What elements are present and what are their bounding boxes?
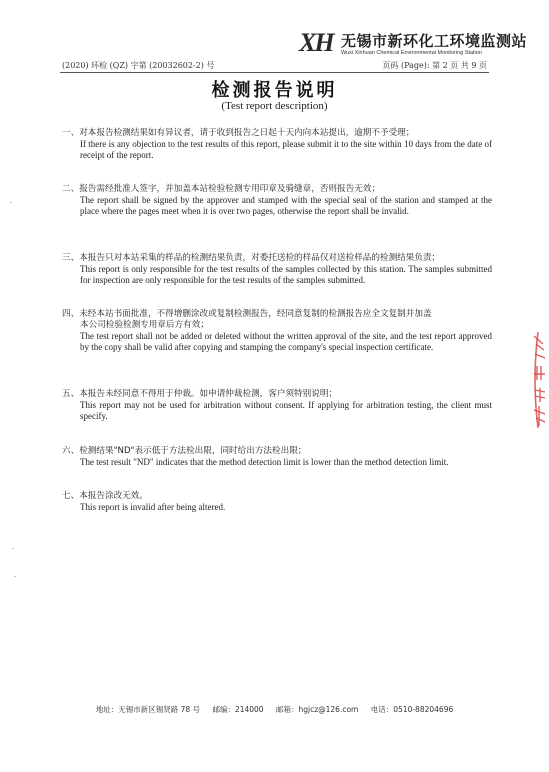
footer-postcode: 邮编：214000	[212, 705, 264, 714]
seal-fragment-icon	[531, 330, 549, 430]
note-english: This report may not be used for arbitration without consent. If applying for arbitration testing, the client must specify.	[80, 400, 492, 422]
report-number: (2020) 环检 (QZ) 字第 (20032602-2) 号	[62, 61, 215, 70]
note-item-4	[62, 309, 492, 353]
header-divider	[60, 72, 489, 73]
note-item-7	[62, 491, 492, 513]
note-chinese: 五、本报告未经同意不得用于仲裁。如申请仲裁检测，客户须特别说明；	[62, 389, 338, 399]
logo-english-name: Wuxi Xinhuan Chemical Environmental Monitoring Station	[341, 50, 482, 56]
note-chinese-continued: 本公司检验检测专用章后方有效；	[80, 320, 209, 330]
note-chinese: 一、对本报告检测结果如有异议者，请于收到报告之日起十天内向本站提出，逾期不予受理；	[62, 128, 415, 138]
note-chinese: 二、报告需经批准人签字，并加盖本站检验检测专用印章及骑缝章，否则报告无效；	[62, 184, 380, 194]
note-item-5	[62, 389, 492, 422]
page-number: 页码 (Page): 第 2 页 共 9 页	[382, 61, 487, 70]
logo-chinese-name: 无锡市新环化工环境监测站	[341, 32, 528, 50]
footer-phone: 电话：0510-88204696	[370, 705, 454, 714]
page-footer	[0, 704, 549, 715]
perforation-seal	[523, 330, 549, 430]
note-item-2	[62, 184, 492, 217]
footer-address: 地址：无锡市新区锡贤路 78 号	[95, 705, 201, 714]
note-english: The report shall be signed by the approver and stamped with the special seal of the station and stamped at the place where the pages meet when it is over two pages, otherwise the report shall be invalid.	[80, 195, 492, 217]
page-subtitle: (Test report description)	[221, 100, 328, 112]
note-item-6	[62, 446, 492, 468]
note-english: The test result "ND" indicates that the method detection limit is lower than the method detection limit.	[80, 457, 449, 467]
note-item-1	[62, 128, 492, 161]
note-english: This report is only responsible for the test results of the samples collected by this station. The samples submitted for inspection are only responsible for the test results of the samples submitted.	[80, 264, 492, 286]
logo-mark: XH	[299, 28, 333, 57]
page-title: 检测报告说明	[211, 80, 338, 101]
footer-email: 邮箱：hgjcz@126.com	[275, 705, 359, 714]
note-item-3	[62, 253, 492, 286]
station-logo	[299, 28, 528, 62]
note-chinese: 六、检测结果"ND"表示低于方法检出限，同时给出方法检出限；	[62, 446, 307, 456]
note-chinese: 四、未经本站书面批准，不得增删涂改或复制检测报告，经同意复制的检测报告应全文复制并加盖	[62, 309, 432, 319]
note-chinese: 三、本报告只对本站采集的样品的检测结果负责，对委托送检的样品仅对送检样品的检测结果负责；	[62, 253, 441, 263]
note-english: This report is invalid after being altered.	[80, 502, 226, 512]
note-chinese: 七、本报告涂改无效。	[62, 491, 148, 501]
note-english: If there is any objection to the test results of this report, please submit it to the site within 10 days from the date of receipt of the report.	[80, 139, 492, 161]
note-english: The test report shall not be added or deleted without the written approval of the site, and the test report approved by the copy shall be valid after copying and stamping the company's special inspection certificate.	[80, 331, 492, 353]
